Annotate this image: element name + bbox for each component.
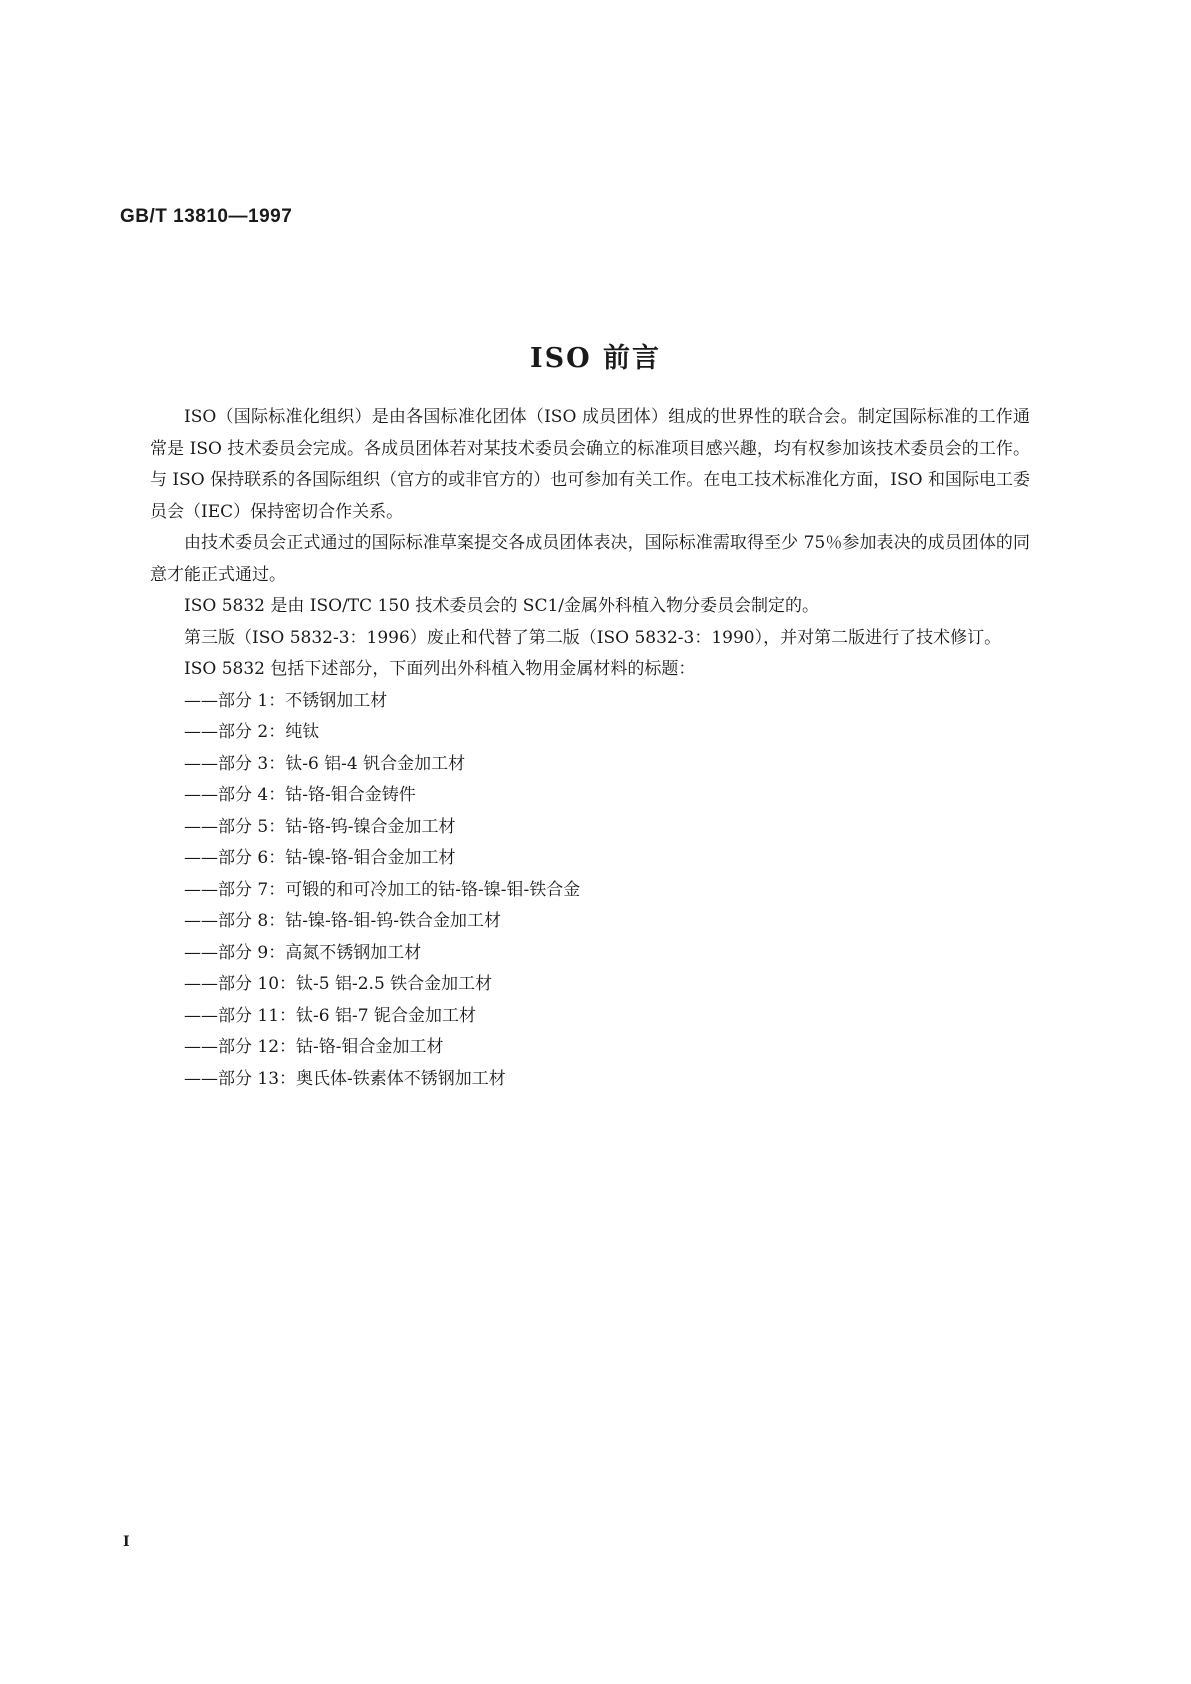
list-item: ——部分 9：高氮不锈钢加工材: [184, 942, 422, 963]
list-item: ——部分 13：奥氏体-铁素体不锈钢加工材: [184, 1068, 506, 1089]
list-item: ——部分 2：纯钛: [184, 722, 320, 742]
list-item: ——部分 12：钴-铬-钼合金加工材: [184, 1037, 444, 1057]
list-item: ——部分 4：钴-铬-钼合金铸件: [184, 785, 416, 805]
page-number: I: [123, 1534, 130, 1550]
paragraph-parts-intro: ISO 5832 包括下述部分，下面列出外科植入物用金属材料的标题：: [184, 659, 696, 679]
paragraph-edition: 第三版（ISO 5832-3：1996）废止和代替了第二版（ISO 5832-3：1990），并对第二版进行了技术修订。: [184, 627, 1002, 648]
page-title: ISO 前言: [529, 343, 662, 374]
standard-code: GB/T 13810—1997: [120, 206, 293, 227]
list-item: ——部分 5：钴-铬-钨-镍合金加工材: [184, 816, 456, 837]
paragraph-voting: 由技术委员会正式通过的国际标准草案提交各成员团体表决，国际标准需取得至少 75％参加表决的成员团体的同意才能正式通过。: [150, 533, 1030, 585]
list-item: ——部分 1：不锈钢加工材: [184, 690, 388, 711]
paragraph-committee: ISO 5832 是由 ISO/TC 150 技术委员会的 SC1/金属外科植入物分委员会制定的。: [184, 596, 820, 616]
list-item: ——部分 10：钛-5 铝-2.5 铁合金加工材: [184, 974, 493, 994]
list-item: ——部分 3：钛-6 铝-4 钒合金加工材: [184, 753, 466, 774]
parts-list: [150, 686, 1030, 1096]
list-item: ——部分 6：钴-镍-铬-钼合金加工材: [184, 848, 456, 868]
paragraph-iso-intro: ISO（国际标准化组织）是由各国标准化团体（ISO 成员团体）组成的世界性的联合会。制定国际标准的工作通常是 ISO 技术委员会完成。各成员团体若对某技术委员会确立的标准项目感兴趣，均有权参加该技术委员会的工作。与 ISO 保持联系的各国际组织（官方的或非官方的）也可参加有关工作。在电工技术标准化方面，ISO 和国际电工委员会（IEC）保持密切合作关系。: [150, 407, 1030, 522]
document-body: [150, 402, 1030, 1095]
list-item: ——部分 11：钛-6 铝-7 铌合金加工材: [184, 1005, 476, 1026]
list-item: ——部分 8：钴-镍-铬-钼-钨-铁合金加工材: [184, 911, 501, 931]
list-item: ——部分 7：可锻的和可冷加工的钴-铬-镍-钼-铁合金: [184, 879, 581, 900]
